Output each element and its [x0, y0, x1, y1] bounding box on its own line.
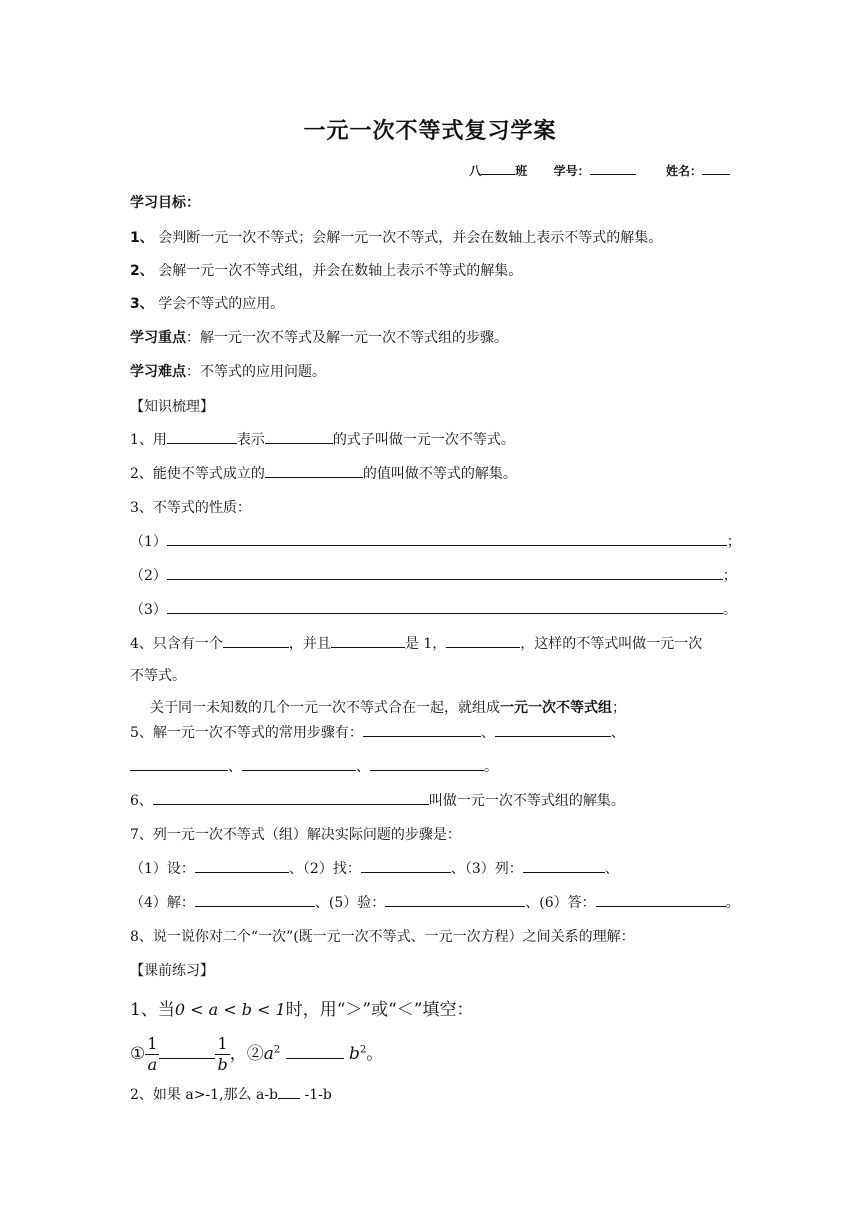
- fill-blank[interactable]: [523, 858, 605, 873]
- exercise-2: 2、如果 a>-1,那么 a-b -1-b: [130, 1084, 332, 1104]
- exercise-1-parts: ① $\frac{1}{a}$ $\frac{1}{b}$ ，$②a^2$ $b^2$。: [130, 1034, 384, 1074]
- fill-blank[interactable]: [195, 892, 315, 907]
- steps-line-2: （4）解： 、(5）验： 、(6）答： 。: [130, 892, 740, 912]
- goals-heading: 学习目标：: [130, 195, 200, 211]
- steps-line-1: （1）设： 、（2）找： 、（3）列： 、: [130, 858, 619, 878]
- study-focus: 学习重点：解一元一次不等式及解一元一次不等式组的步骤。: [130, 330, 508, 346]
- goal-item: 2、 会解一元一次不等式组，并会在数轴上表示不等式的解集。: [130, 263, 523, 279]
- fill-blank[interactable]: [363, 722, 481, 737]
- fill-blank[interactable]: [385, 892, 525, 907]
- fill-blank[interactable]: [331, 633, 405, 648]
- fill-blank[interactable]: [265, 429, 333, 444]
- property-line: （2） ；: [130, 565, 737, 585]
- knowledge-item-4: 4、只含有一个 ，并且 是 1， ，这样的不等式叫做一元一次: [130, 633, 702, 653]
- knowledge-item-1: 1、用 表示 的式子叫做一元一次不等式。: [130, 429, 515, 449]
- fill-blank[interactable]: [167, 531, 727, 546]
- fill-blank[interactable]: [446, 633, 520, 648]
- fill-blank[interactable]: [153, 790, 429, 805]
- fill-blank[interactable]: [159, 1044, 215, 1059]
- section-practice-heading: 【课前练习】: [130, 963, 214, 979]
- property-line: （1） ；: [130, 531, 741, 551]
- fraction-1-over-a: $\frac{1}{a}$: [147, 1034, 158, 1074]
- name-blank[interactable]: [702, 160, 730, 175]
- fill-blank[interactable]: [130, 756, 228, 771]
- fill-blank[interactable]: [223, 633, 289, 648]
- knowledge-item-3: 3、不等式的性质：: [130, 500, 251, 516]
- name-label: 姓名：: [665, 164, 702, 178]
- property-line: （3） 。: [130, 599, 737, 619]
- class-blank[interactable]: [481, 160, 515, 175]
- condition-expression: 0 < a < b < 1: [174, 1000, 286, 1019]
- knowledge-item-8: 8、说一说你对二个“一次”(既一元一次不等式、一元一次方程）之间关系的理解：: [130, 929, 635, 945]
- fill-blank[interactable]: [278, 1084, 300, 1099]
- fill-blank[interactable]: [265, 463, 363, 478]
- fill-blank[interactable]: [167, 599, 723, 614]
- student-id-blank[interactable]: [590, 160, 636, 175]
- fill-blank[interactable]: [167, 565, 723, 580]
- goal-item: 1、 会判断一元一次不等式；会解一元一次不等式，并会在数轴上表示不等式的解集。: [130, 230, 663, 246]
- fill-blank[interactable]: [242, 756, 356, 771]
- fill-blank[interactable]: [286, 1044, 344, 1059]
- class-suffix: 班: [515, 164, 528, 178]
- student-id-label: 学号：: [553, 164, 590, 178]
- page-title: 一元一次不等式复习学案: [303, 119, 557, 144]
- exercise-1: 1、当0 < a < b < 1时，用“＞”或“＜”填空：: [130, 1000, 474, 1020]
- goal-item: 3、 学会不等式的应用。: [130, 296, 285, 312]
- fill-blank[interactable]: [167, 429, 237, 444]
- fill-blank[interactable]: [596, 892, 726, 907]
- knowledge-item-5: 5、解一元一次不等式的常用步骤有： 、 、: [130, 722, 625, 742]
- knowledge-item-4-cont: 不等式。: [130, 668, 186, 684]
- fill-blank[interactable]: [361, 858, 451, 873]
- section-knowledge-heading: 【知识梳理】: [130, 399, 214, 415]
- class-prefix: 八: [469, 164, 482, 178]
- fill-blank[interactable]: [495, 722, 611, 737]
- fill-blank[interactable]: [370, 756, 484, 771]
- inequality-group-definition: 关于同一未知数的几个一元一次不等式合在一起，就组成一元一次不等式组；: [150, 700, 626, 716]
- student-info-bar: [469, 160, 730, 179]
- knowledge-item-6: 6、 叫做一元一次不等式组的解集。: [130, 790, 625, 810]
- fraction-1-over-b: $\frac{1}{b}$: [217, 1034, 228, 1074]
- fill-blank[interactable]: [195, 858, 289, 873]
- knowledge-item-7: 7、列一元一次不等式（组）解决实际问题的步骤是：: [130, 827, 461, 843]
- study-difficulty: 学习难点：不等式的应用问题。: [130, 364, 326, 380]
- knowledge-item-5-cont: 、 、 。: [130, 756, 498, 776]
- knowledge-item-2: 2、能使不等式成立的 的值叫做不等式的解集。: [130, 463, 517, 483]
